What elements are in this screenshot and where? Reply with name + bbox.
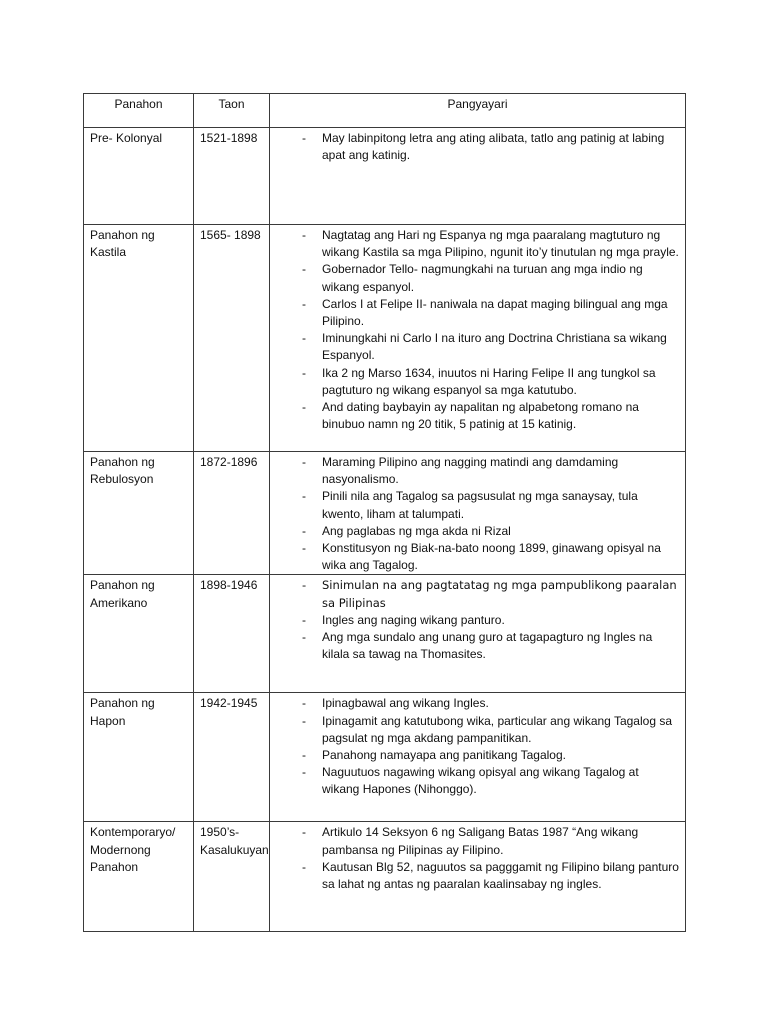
table-row xyxy=(84,575,686,693)
event-item: - Ang mga sundalo ang unang guro at tagapagturo ng Ingles na kilala sa tawag na Thomasites. xyxy=(276,629,679,663)
cell-panahon: Panahon ng Rebulosyon xyxy=(84,452,194,575)
event-list xyxy=(276,454,679,574)
event-item: - Konstitusyon ng Biak-na-bato noong 1899, ginawang opisyal na wika ang Tagalog. xyxy=(276,540,679,574)
event-item: - Sinimulan na ang pagtatatag ng mga pampublikong paaralan sa Pilipinas xyxy=(276,577,679,611)
event-list xyxy=(276,227,679,433)
cell-taon: 1521-1898 xyxy=(194,128,270,225)
event-item: - Gobernador Tello- nagmungkahi na turuan ang mga indio ng wikang espanyol. xyxy=(276,261,679,295)
event-item: - Nagtatag ang Hari ng Espanya ng mga paaralang magtuturo ng wikang Kastila sa mga Pilipino, ngunit ito’y tinutulan ng mga prayle. xyxy=(276,227,679,261)
header-panahon: Panahon xyxy=(84,94,194,128)
cell-taon: 1872-1896 xyxy=(194,452,270,575)
event-item: - Kautusan Blg 52, naguutos sa pagggamit ng Filipino bilang panturo sa lahat ng antas ng paaralan kaalinsabay ng ingles. xyxy=(276,859,679,893)
event-item: - Ingles ang naging wikang panturo. xyxy=(276,612,679,629)
cell-panahon: Kontemporaryo/ Modernong Panahon xyxy=(84,822,194,932)
table-row xyxy=(84,822,686,932)
event-item: - Iminungkahi ni Carlo I na ituro ang Doctrina Christiana sa wikang Espanyol. xyxy=(276,330,679,364)
event-item: - Panahong namayapa ang panitikang Tagalog. xyxy=(276,747,679,764)
cell-pangyayari xyxy=(270,693,686,822)
event-item: - Ika 2 ng Marso 1634, inuutos ni Haring Felipe II ang tungkol sa pagtuturo ng wikang espanyol sa mga katutubo. xyxy=(276,365,679,399)
cell-pangyayari xyxy=(270,822,686,932)
cell-taon: 1565- 1898 xyxy=(194,225,270,452)
cell-panahon: Panahon ng Kastila xyxy=(84,225,194,452)
event-item: - Naguutuos nagawing wikang opisyal ang wikang Tagalog at wikang Hapones (Nihonggo). xyxy=(276,764,679,798)
event-item: - And dating baybayin ay napalitan ng alpabetong romano na binubuo namn ng 20 titik, 5 patinig at 15 katinig. xyxy=(276,399,679,433)
header-pangyayari: Pangyayari xyxy=(270,94,686,128)
event-item: - Maraming Pilipino ang nagging matindi ang damdaming nasyonalismo. xyxy=(276,454,679,488)
event-list xyxy=(276,824,679,893)
event-list xyxy=(276,130,679,164)
cell-panahon: Panahon ng Hapon xyxy=(84,693,194,822)
event-item: - May labinpitong letra ang ating alibata, tatlo ang patinig at labing apat ang katinig. xyxy=(276,130,679,164)
event-item: - Carlos I at Felipe II- naniwala na dapat maging bilingual ang mga Pilipino. xyxy=(276,296,679,330)
event-item: - Artikulo 14 Seksyon 6 ng Saligang Batas 1987 “Ang wikang pambansa ng Pilipinas ay Filipino. xyxy=(276,824,679,858)
table-row xyxy=(84,452,686,575)
history-table xyxy=(83,93,686,932)
cell-pangyayari xyxy=(270,452,686,575)
cell-taon: 1950’s- Kasalukuyan xyxy=(194,822,270,932)
event-item: - Ipinagbawal ang wikang Ingles. xyxy=(276,695,679,712)
cell-taon: 1942-1945 xyxy=(194,693,270,822)
cell-panahon: Pre- Kolonyal xyxy=(84,128,194,225)
table-row xyxy=(84,128,686,225)
event-item: - Pinili nila ang Tagalog sa pagsusulat ng mga sanaysay, tula kwento, liham at talumpati. xyxy=(276,488,679,522)
event-list xyxy=(276,577,679,663)
header-taon: Taon xyxy=(194,94,270,128)
cell-pangyayari xyxy=(270,128,686,225)
table-row xyxy=(84,225,686,452)
table-row xyxy=(84,693,686,822)
cell-pangyayari xyxy=(270,225,686,452)
event-list xyxy=(276,695,679,798)
cell-pangyayari xyxy=(270,575,686,693)
header-row xyxy=(84,94,686,128)
cell-panahon: Panahon ng Amerikano xyxy=(84,575,194,693)
event-item: - Ang paglabas ng mga akda ni Rizal xyxy=(276,523,679,540)
cell-taon: 1898-1946 xyxy=(194,575,270,693)
event-item: - Ipinagamit ang katutubong wika, particular ang wikang Tagalog sa pagsulat ng mga akdang pampanitikan. xyxy=(276,713,679,747)
